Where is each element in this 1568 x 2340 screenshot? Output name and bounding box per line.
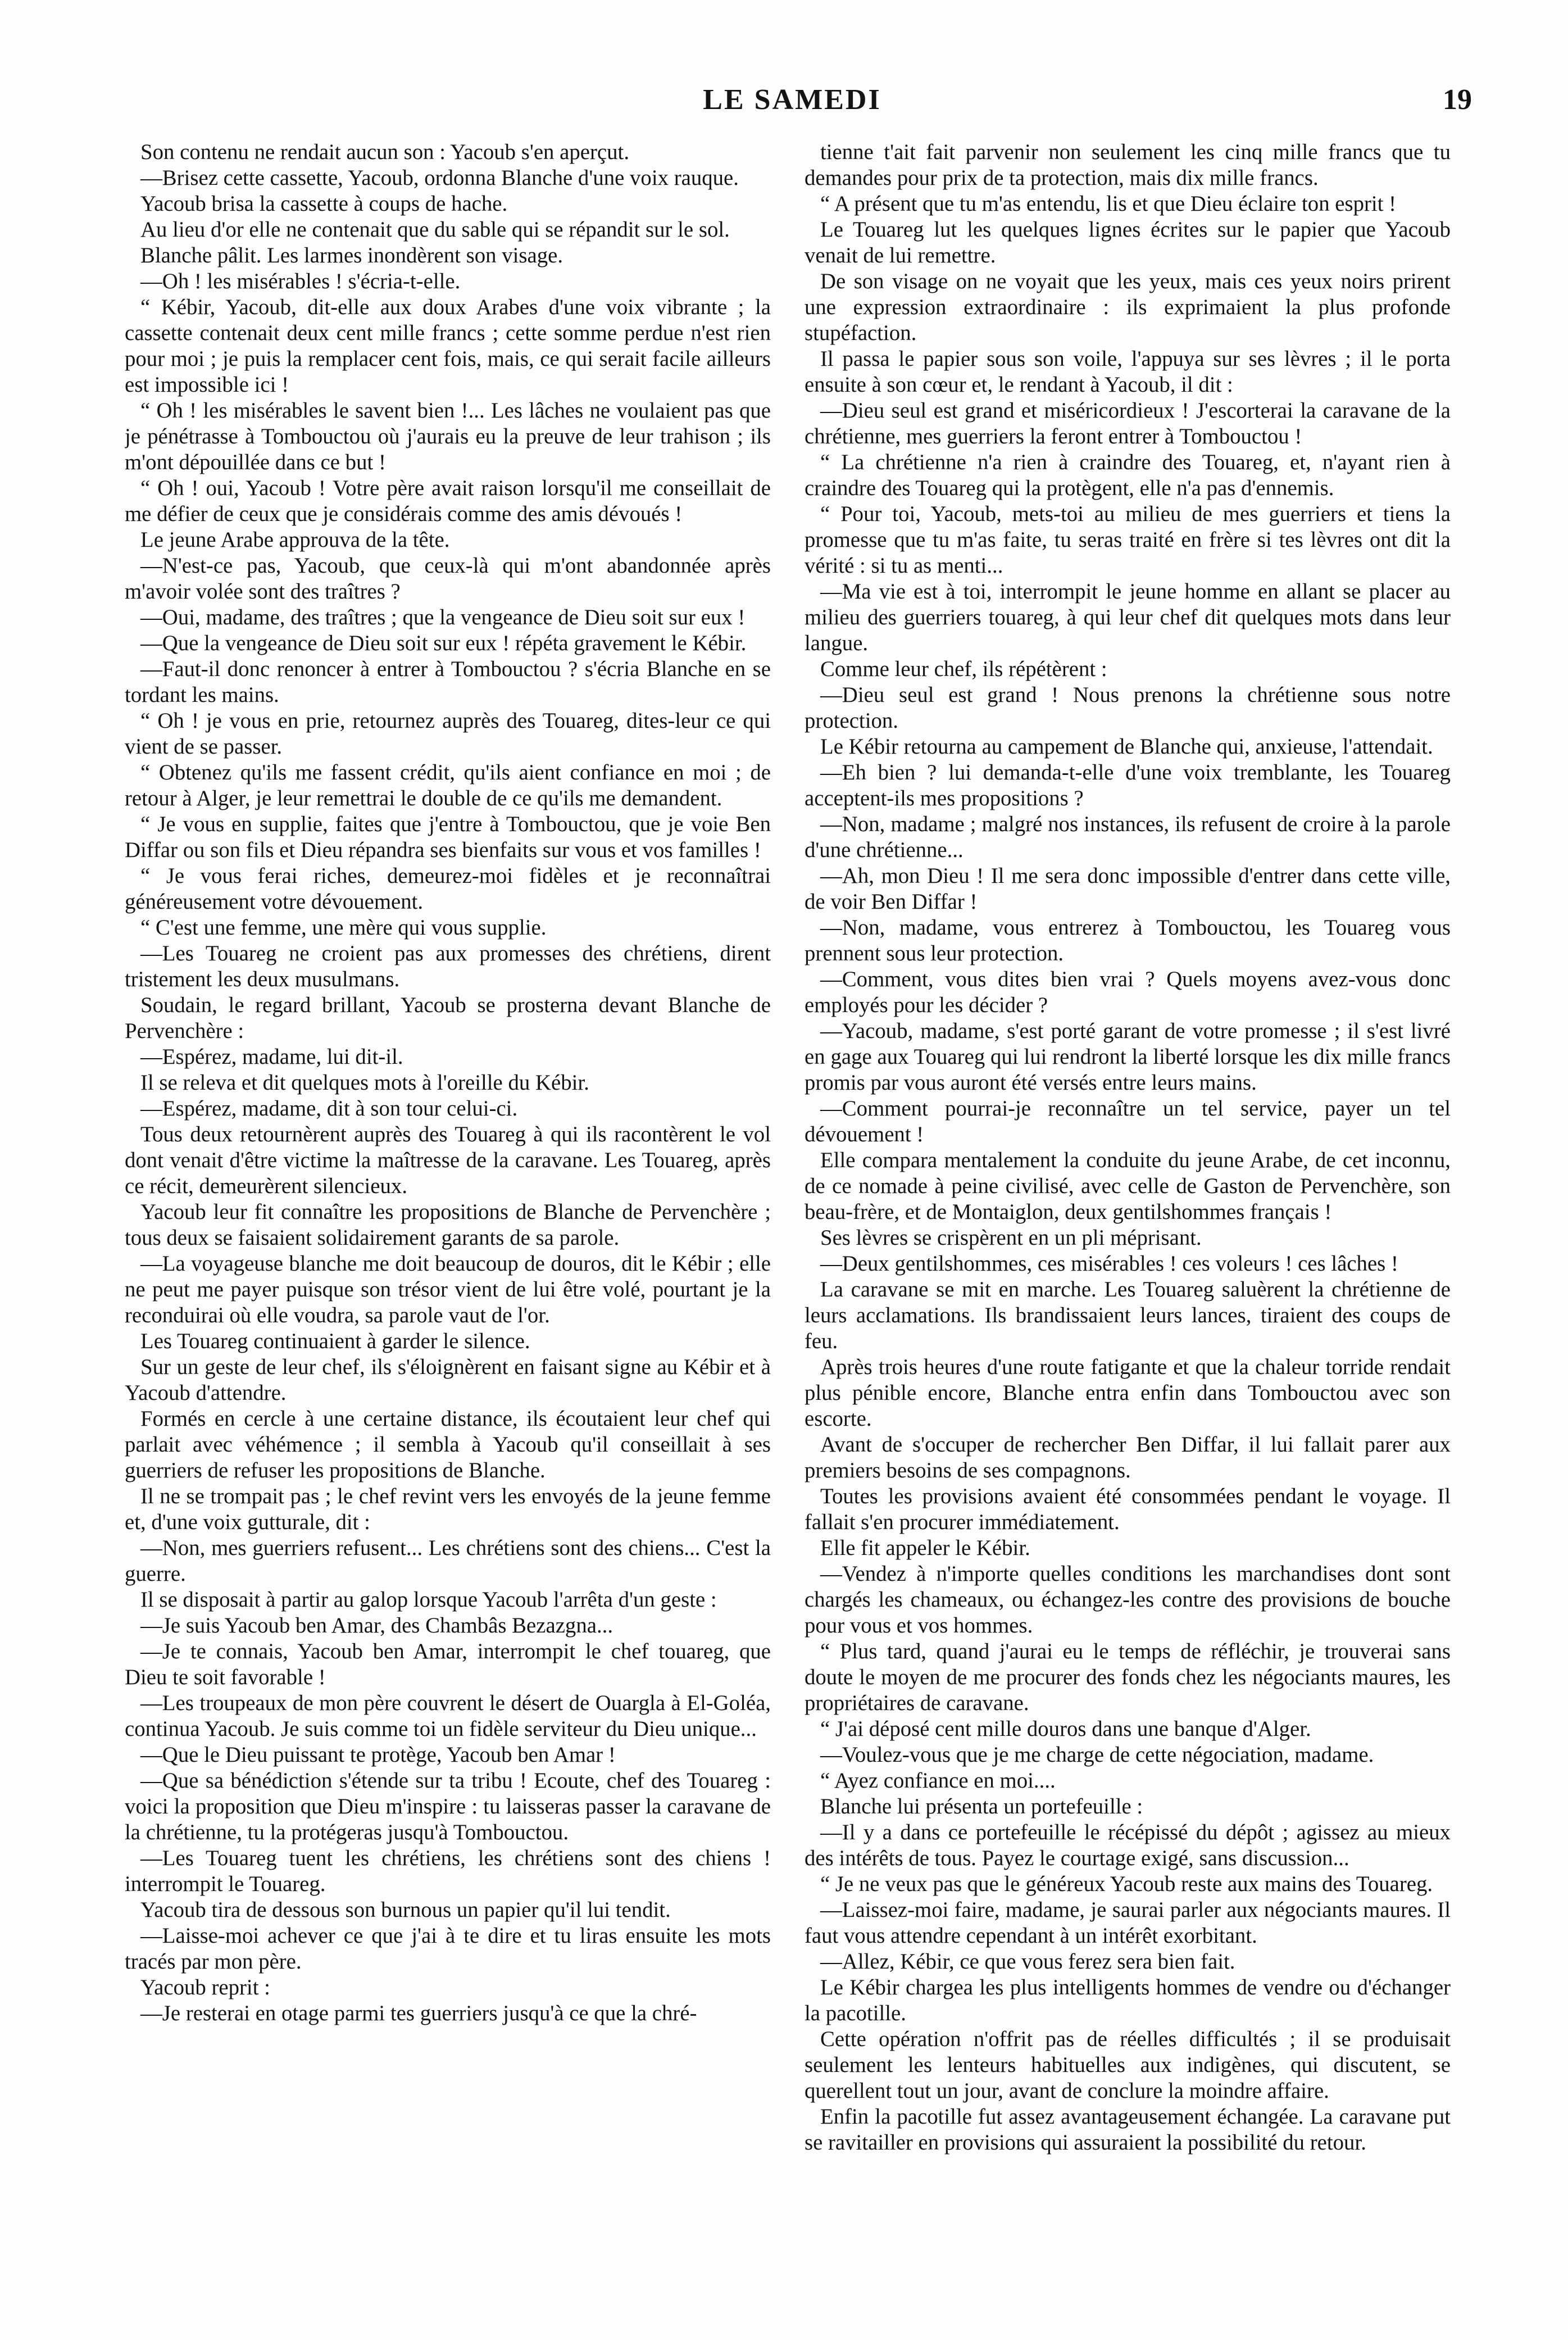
paragraph: La caravane se mit en marche. Les Touareg saluèrent la chrétienne de leurs acclamations. Ils brandissaient leurs lances, tiraient des coups de feu.: [805, 1277, 1451, 1353]
paragraph: —Faut-il donc renoncer à entrer à Tombouctou ? s'écria Blanche en se tordant les mains.: [125, 657, 771, 707]
paragraph: Tous deux retournèrent auprès des Touareg à qui ils racontèrent le vol dont venait d'être victime la maîtresse de la caravane. Les Touareg, après ce récit, demeurèrent silencieux.: [125, 1122, 771, 1198]
paragraph: “ Obtenez qu'ils me fassent crédit, qu'ils aient confiance en moi ; de retour à Alger, je leur remettrai le double de ce qu'ils me demandent.: [125, 760, 771, 810]
paragraph: “ Pour toi, Yacoub, mets-toi au milieu de mes guerriers et tiens la promesse que tu m'as faite, tu seras traité en frère si tes lèvres ont dit la vérité : si tu as menti...: [805, 502, 1451, 578]
paragraph: —Voulez-vous que je me charge de cette négociation, madame.: [820, 1743, 1374, 1767]
paragraph: —Laisse-moi achever ce que j'ai à te dire et tu liras ensuite les mots tracés par mon père.: [125, 1924, 771, 1974]
paragraph: —Deux gentilshommes, ces misérables ! ces voleurs ! ces lâches !: [820, 1251, 1398, 1276]
paragraph: —Oui, madame, des traîtres ; que la vengeance de Dieu soit sur eux !: [140, 605, 746, 629]
page-number: 19: [1443, 84, 1472, 116]
paragraph: Le Touareg lut les quelques lignes écrites sur le papier que Yacoub venait de lui remettre.: [805, 217, 1451, 267]
paragraph: Enfin la pacotille fut assez avantageusement échangée. La caravane put se ravitailler en provisions qui assuraient la possibilité du retour.: [805, 2105, 1451, 2155]
paragraph: Il se disposait à partir au galop lorsque Yacoub l'arrêta d'un geste :: [140, 1588, 717, 1612]
paragraph: Yacoub brisa la cassette à coups de hache.: [140, 192, 508, 216]
paragraph: “ La chrétienne n'a rien à craindre des Touareg, et, n'ayant rien à craindre des Touareg qui la protègent, elle n'a pas d'ennemis.: [805, 450, 1451, 500]
paragraph: Ses lèvres se crispèrent en un pli méprisant.: [820, 1226, 1202, 1250]
paragraph: Comme leur chef, ils répétèrent :: [820, 657, 1107, 681]
paragraph: —Non, madame ; malgré nos instances, ils refusent de croire à la parole d'une chrétienne...: [805, 812, 1451, 862]
paragraph: —La voyageuse blanche me doit beaucoup de douros, dit le Kébir ; elle ne peut me payer puisque son trésor vient de lui être volé, pourtant je la reconduirai où elle voudra, sa parole vaut de l'or.: [125, 1251, 771, 1327]
paragraph: —Que le Dieu puissant te protège, Yacoub ben Amar !: [140, 1743, 616, 1767]
paragraph: Le Kébir chargea les plus intelligents hommes de vendre ou d'échanger la pacotille.: [805, 1975, 1451, 2025]
paragraph: Yacoub tira de dessous son burnous un papier qu'il lui tendit.: [140, 1898, 671, 1922]
paragraph: —Les Touareg ne croient pas aux promesses des chrétiens, dirent tristement les deux musulmans.: [125, 941, 771, 991]
paragraph: —Ah, mon Dieu ! Il me sera donc impossible d'entrer dans cette ville, de voir Ben Diffar !: [805, 864, 1451, 914]
paragraph: Le Kébir retourna au campement de Blanche qui, anxieuse, l'attendait.: [820, 734, 1433, 759]
text-column-left: [125, 139, 771, 2275]
paragraph: Yacoub leur fit connaître les propositions de Blanche de Pervenchère ; tous deux se faisaient solidairement garants de sa parole.: [125, 1200, 771, 1250]
paragraph: Cette opération n'offrit pas de réelles difficultés ; il se produisait seulement les lenteurs habituelles aux indigènes, qui discutent, se querellent tout un jour, avant de conclure la moindre affaire.: [805, 2027, 1451, 2103]
paragraph: “ Oh ! oui, Yacoub ! Votre père avait raison lorsqu'il me conseillait de me défier de ceux que je considérais comme des amis dévoués !: [125, 476, 771, 526]
paragraph: Elle fit appeler le Kébir.: [820, 1536, 1030, 1560]
paragraph: —Allez, Kébir, ce que vous ferez sera bien fait.: [820, 1949, 1235, 1974]
paragraph: Les Touareg continuaient à garder le silence.: [140, 1329, 530, 1353]
page-header: [112, 83, 1472, 123]
paragraph: —Ma vie est à toi, interrompit le jeune homme en allant se placer au milieu des guerriers touareg, à qui leur chef dit quelques mots dans leur langue.: [805, 579, 1451, 655]
paragraph: Il se releva et dit quelques mots à l'oreille du Kébir.: [140, 1071, 589, 1095]
paragraph: —Les Touareg tuent les chrétiens, les chrétiens sont des chiens ! interrompit le Touareg.: [125, 1846, 771, 1896]
paragraph: Toutes les provisions avaient été consommées pendant le voyage. Il fallait s'en procurer immédiatement.: [805, 1484, 1451, 1534]
paragraph: —Dieu seul est grand ! Nous prenons la chrétienne sous notre protection.: [805, 683, 1451, 733]
paragraph: “ C'est une femme, une mère qui vous supplie.: [140, 915, 547, 940]
paragraph: “ Ayez confiance en moi....: [820, 1768, 1056, 1793]
paragraph: —Vendez à n'importe quelles conditions les marchandises dont sont chargés les chameaux, ou échangez-les contre des provisions de bouche pour vous et vos hommes.: [805, 1562, 1451, 1638]
paragraph: —Non, mes guerriers refusent... Les chrétiens sont des chiens... C'est la guerre.: [125, 1536, 771, 1586]
paragraph: —Je resterai en otage parmi tes guerriers jusqu'à ce que la chré-: [140, 2001, 697, 2025]
paragraph: “ J'ai déposé cent mille douros dans une banque d'Alger.: [820, 1717, 1311, 1741]
paragraph: —Dieu seul est grand et miséricordieux ! J'escorterai la caravane de la chrétienne, mes guerriers la feront entrer à Tombouctou !: [805, 398, 1451, 448]
paragraph: —Non, madame, vous entrerez à Tombouctou, les Touareg vous prennent sous leur protection.: [805, 915, 1451, 965]
paragraph: —Il y a dans ce portefeuille le récépissé du dépôt ; agissez au mieux des intérêts de tous. Payez le courtage exigé, sans discussion...: [805, 1820, 1451, 1870]
paragraph: “ Plus tard, quand j'aurai eu le temps de réfléchir, je trouverai sans doute le moyen de me procurer des fonds chez les négociants maures, les propriétaires de caravane.: [805, 1639, 1451, 1715]
paragraph: Il ne se trompait pas ; le chef revint vers les envoyés de la jeune femme et, d'une voix gutturale, dit :: [125, 1484, 771, 1534]
paragraph: —Eh bien ? lui demanda-t-elle d'une voix tremblante, les Touareg acceptent-ils mes propositions ?: [805, 760, 1451, 810]
paragraph: “ Kébir, Yacoub, dit-elle aux doux Arabes d'une voix vibrante ; la cassette contenait deux cent mille francs ; cette somme perdue n'est rien pour moi ; je puis la remplacer cent fois, mais, ce qui serait facile ailleurs est impossible ici !: [125, 295, 771, 397]
paragraph: —Espérez, madame, lui dit-il.: [140, 1045, 403, 1069]
text-column-right: [805, 139, 1451, 2275]
paragraph: —Les troupeaux de mon père couvrent le désert de Ouargla à El-Goléa, continua Yacoub. Je suis comme toi un fidèle serviteur du Dieu unique...: [125, 1691, 771, 1741]
paragraph: “ Je vous en supplie, faites que j'entre à Tombouctou, que je voie Ben Diffar ou son fils et Dieu répandra ses bienfaits sur vous et vos familles !: [125, 812, 771, 862]
paragraph: “ Oh ! les misérables le savent bien !... Les lâches ne voulaient pas que je pénétrasse à Tombouctou où j'aurais eu la preuve de leur trahison ; ils m'ont dépouillée dans ce but !: [125, 398, 771, 474]
paragraph: Blanche lui présenta un portefeuille :: [820, 1794, 1143, 1819]
paragraph: Yacoub reprit :: [140, 1975, 270, 1999]
paragraph: —Comment, vous dites bien vrai ? Quels moyens avez-vous donc employés pour les décider ?: [805, 967, 1451, 1017]
paragraph: Son contenu ne rendait aucun son : Yacoub s'en aperçut.: [140, 140, 630, 164]
paragraph: “ Je vous ferai riches, demeurez-moi fidèles et je reconnaîtrai généreusement votre dévouement.: [125, 864, 771, 914]
paragraph: tienne t'ait fait parvenir non seulement les cinq mille francs que tu demandes pour prix de ta protection, mais dix mille francs.: [805, 140, 1451, 190]
paragraph: —Comment pourrai-je reconnaître un tel service, payer un tel dévouement !: [805, 1096, 1451, 1146]
paragraph: Au lieu d'or elle ne contenait que du sable qui se répandit sur le sol.: [140, 217, 730, 242]
paragraph: —Espérez, madame, dit à son tour celui-ci.: [140, 1096, 518, 1121]
journal-title: LE SAMEDI: [703, 84, 881, 116]
paragraph: De son visage on ne voyait que les yeux, mais ces yeux noirs prirent une expression extraordinaire : ils exprimaient la plus profonde stupéfaction.: [805, 269, 1451, 345]
paragraph: Blanche pâlit. Les larmes inondèrent son visage.: [140, 243, 563, 267]
paragraph: “ A présent que tu m'as entendu, lis et que Dieu éclaire ton esprit !: [820, 192, 1397, 216]
paragraph: Il passa le papier sous son voile, l'appuya sur ses lèvres ; il le porta ensuite à son cœur et, le rendant à Yacoub, il dit :: [805, 347, 1451, 397]
paragraph: —N'est-ce pas, Yacoub, que ceux-là qui m'ont abandonnée après m'avoir volée sont des traîtres ?: [125, 554, 771, 604]
paragraph: —Que sa bénédiction s'étende sur ta tribu ! Ecoute, chef des Touareg : voici la proposition que Dieu m'inspire : tu laisseras passer la caravane de la chrétienne, tu la protégeras jusqu'à Tombouctou.: [125, 1768, 771, 1844]
paragraph: Formés en cercle à une certaine distance, ils écoutaient leur chef qui parlait avec véhémence ; il sembla à Yacoub qu'il conseillait à ses guerriers de refuser les propositions de Blanche.: [125, 1407, 771, 1482]
paragraph: —Je te connais, Yacoub ben Amar, interrompit le chef touareg, que Dieu te soit favorable !: [125, 1639, 771, 1689]
paragraph: Elle compara mentalement la conduite du jeune Arabe, de cet inconnu, de ce nomade à peine civilisé, avec celle de Gaston de Pervenchère, son beau-frère, et de Montaiglon, deux gentilshommes français !: [805, 1148, 1451, 1224]
paragraph: —Brisez cette cassette, Yacoub, ordonna Blanche d'une voix rauque.: [140, 166, 739, 190]
paragraph: Après trois heures d'une route fatigante et que la chaleur torride rendait plus pénible encore, Blanche entra enfin dans Tombouctou avec son escorte.: [805, 1355, 1451, 1431]
paragraph: Soudain, le regard brillant, Yacoub se prosterna devant Blanche de Pervenchère :: [125, 993, 771, 1043]
paragraph: —Oh ! les misérables ! s'écria-t-elle.: [140, 269, 461, 293]
paragraph: —Yacoub, madame, s'est porté garant de votre promesse ; il s'est livré en gage aux Touareg qui lui rendront la liberté lorsque les dix mille francs promis par vous auront été versés entre leurs mains.: [805, 1019, 1451, 1095]
paragraph: Avant de s'occuper de rechercher Ben Diffar, il lui fallait parer aux premiers besoins de ses compagnons.: [805, 1432, 1451, 1482]
paragraph: Sur un geste de leur chef, ils s'éloignèrent en faisant signe au Kébir et à Yacoub d'attendre.: [125, 1355, 771, 1405]
paragraph: “ Je ne veux pas que le généreux Yacoub reste aux mains des Touareg.: [820, 1872, 1433, 1896]
paragraph: “ Oh ! je vous en prie, retournez auprès des Touareg, dites-leur ce qui vient de se passer.: [125, 709, 771, 759]
paragraph: Le jeune Arabe approuva de la tête.: [140, 528, 450, 552]
paragraph: —Laissez-moi faire, madame, je saurai parler aux négociants maures. Il faut vous attendre cependant à un intérêt exorbitant.: [805, 1898, 1451, 1948]
paragraph: —Que la vengeance de Dieu soit sur eux ! répéta gravement le Kébir.: [140, 631, 747, 655]
paragraph: —Je suis Yacoub ben Amar, des Chambâs Bezazgna...: [140, 1613, 613, 1638]
